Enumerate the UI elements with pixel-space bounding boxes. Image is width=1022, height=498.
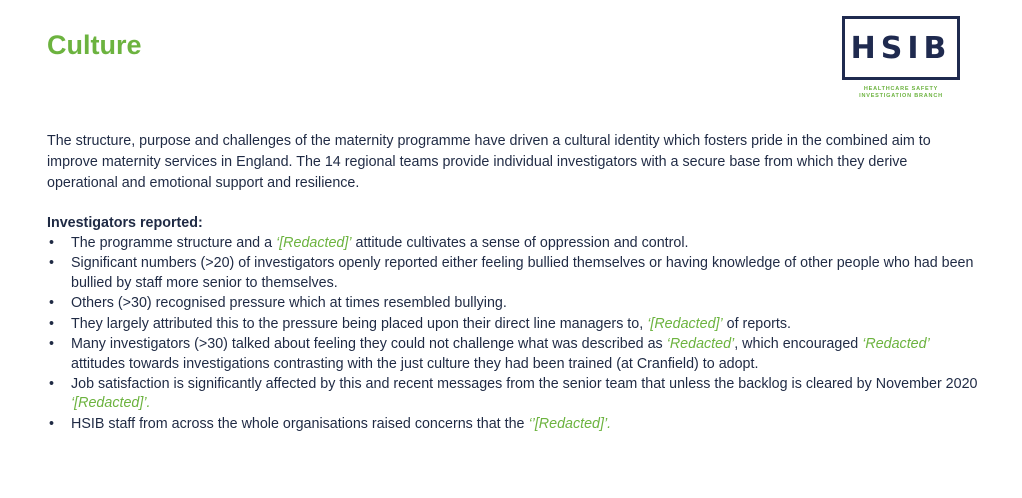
logo-subtitle-line-2: INVESTIGATION BRANCH <box>859 93 943 99</box>
bullet-item: • Job satisfaction is significantly affected by this and recent messages from the senior team that unless the backlog is cleared by November 2020 ‘[Redacted]’. <box>47 375 982 414</box>
redacted-text: ‘Redacted’ <box>666 336 735 353</box>
redacted-text: ‘[Redacted]’ <box>276 235 352 251</box>
bullet-item: • Significant numbers (>20) of investigators openly reported either feeling bullied themselves or having knowledge of other people who had been bullied by staff more senior to themselves. <box>47 254 982 293</box>
section-heading: Investigators reported: <box>47 215 203 231</box>
bullet-item: • The programme structure and a ‘[Redacted]’ attitude cultivates a sense of oppression and control. <box>47 234 982 253</box>
hsib-logo <box>838 16 964 100</box>
logo-subtitle <box>838 86 964 100</box>
redacted-text: ‘Redacted’ <box>862 336 930 353</box>
logo-subtitle-line-1: HEALTHCARE SAFETY <box>863 86 939 92</box>
redacted-text: ‘’[Redacted]’. <box>528 415 612 432</box>
bullet-item: • They largely attributed this to the pressure being placed upon their direct line managers to, ‘[Redacted]’ of reports. <box>47 315 982 334</box>
bullet-item: • Many investigators (>30) talked about feeling they could not challenge what was described as ‘Redacted’, which encouraged ‘Redacted’ attitudes towards investigations contrasting with the just culture they had been trained (at Cranfield) to adopt. <box>47 335 982 374</box>
redacted-text: ‘[Redacted]’ <box>647 315 723 332</box>
logo-wordmark: HSIB <box>842 16 960 80</box>
page-title: Culture <box>47 30 142 60</box>
bullet-item: • Others (>30) recognised pressure which at times resembled bullying. <box>47 294 982 313</box>
bullet-list <box>47 234 982 435</box>
bullet-item: • HSIB staff from across the whole organisations raised concerns that the ‘’[Redacted]’. <box>47 415 982 434</box>
redacted-text: ‘[Redacted]’. <box>71 395 151 412</box>
intro-paragraph: The structure, purpose and challenges of the maternity programme have driven a cultural identity which fosters pride in the combined aim to improve maternity services in England. The 14 regional teams provide individual investigators with a secure base from which they derive operational and emotional support and resilience. <box>47 133 931 191</box>
